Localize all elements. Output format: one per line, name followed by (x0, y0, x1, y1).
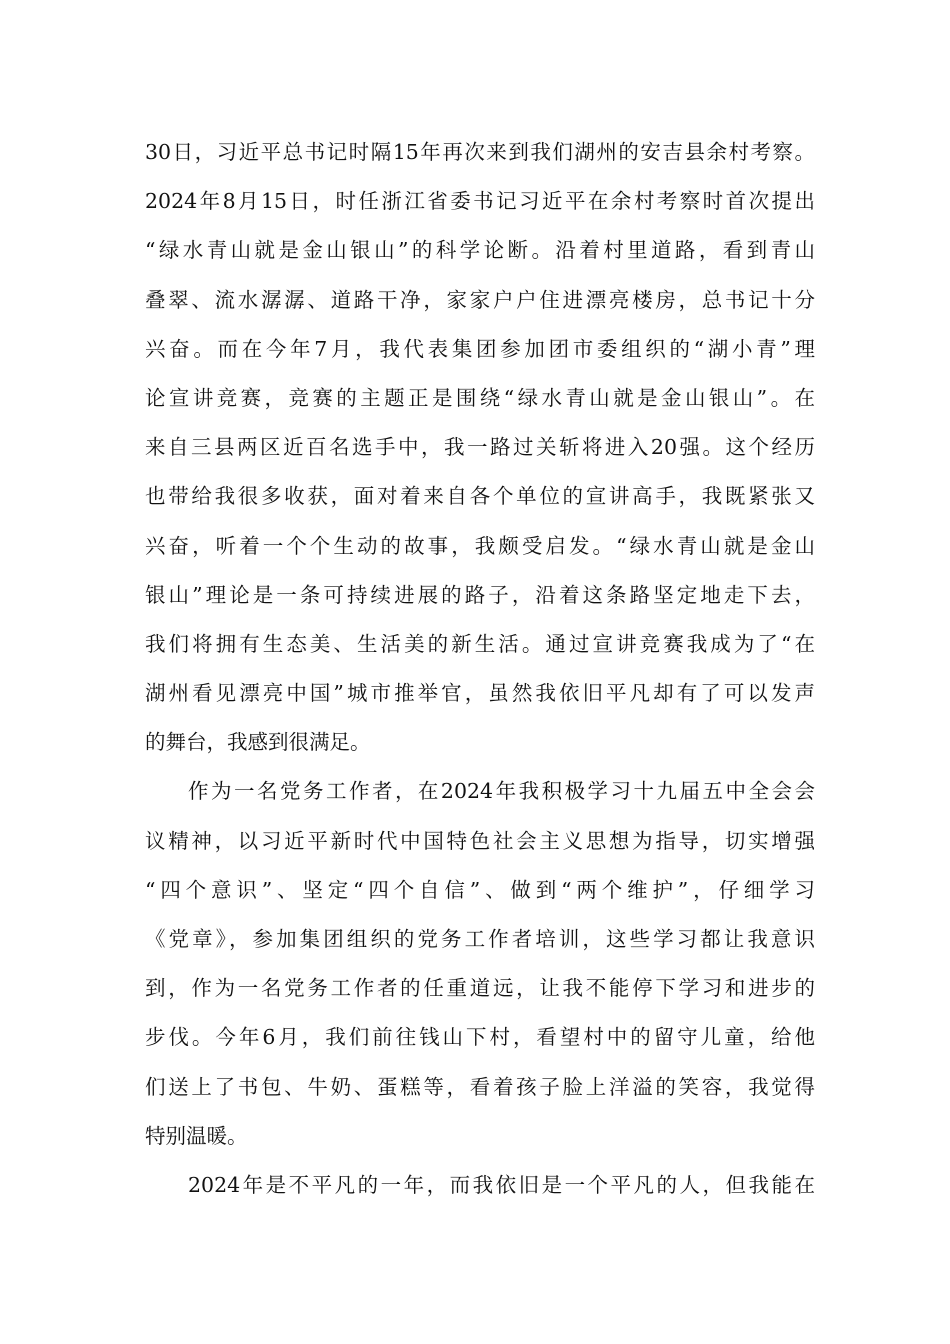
text-line: 我们将拥有生态美、生活美的新生活。通过宣讲竞赛我成为了“在 (145, 631, 815, 656)
text-line: 《党章》，参加集团组织的党务工作者培训，这些学习都让我意识 (145, 927, 815, 951)
paragraph-1 (145, 128, 815, 767)
text-line: 兴奋。而在今年7月，我代表集团参加团市委组织的“湖小青”理 (145, 336, 815, 361)
document-body (145, 128, 815, 1210)
text-line: 来自三县两区近百名选手中，我一路过关斩将进入20强。这个经历 (145, 435, 815, 460)
text-line: 2024年是不平凡的一年，而我依旧是一个平凡的人，但我能在 (188, 1172, 815, 1197)
text-line: 议精神，以习近平新时代中国特色社会主义思想为指导，切实增强 (145, 828, 815, 853)
text-line: 湖州看见漂亮中国”城市推举官，虽然我依旧平凡却有了可以发声 (145, 681, 815, 706)
text-line: 30日，习近平总书记时隔15年再次来到我们湖州的安吉县余村考察。 (145, 140, 815, 164)
text-line: 步伐。今年6月，我们前往钱山下村，看望村中的留守儿童，给他 (145, 1025, 815, 1050)
paragraph-2 (145, 767, 815, 1161)
text-line: 特别温暖。 (145, 1123, 248, 1148)
text-line: 的舞台，我感到很满足。 (145, 730, 371, 755)
text-line: 兴奋，听着一个个生动的故事，我颇受启发。“绿水青山就是金山 (145, 533, 815, 558)
text-line: “绿水青山就是金山银山”的科学论断。沿着村里道路，看到青山 (145, 238, 815, 263)
text-line: 到，作为一名党务工作者的任重道远，让我不能停下学习和进步的 (145, 976, 815, 1001)
text-line: 2024年8月15日，时任浙江省委书记习近平在余村考察时首次提出 (145, 189, 815, 214)
text-line: 作为一名党务工作者，在2024年我积极学习十九届五中全会会 (188, 779, 815, 804)
text-line: 银山”理论是一条可持续进展的路子，沿着这条路坚定地走下去， (145, 582, 815, 607)
text-line: 们送上了书包、牛奶、蛋糕等，看着孩子脸上洋溢的笑容，我觉得 (145, 1074, 815, 1099)
text-line: 叠翠、流水潺潺、道路干净，家家户户住进漂亮楼房，总书记十分 (145, 287, 815, 312)
text-line: 论宣讲竞赛，竞赛的主题正是围绕“绿水青山就是金山银山”。在 (145, 385, 815, 410)
text-line: 也带给我很多收获，面对着来自各个单位的宣讲高手，我既紧张又 (145, 484, 815, 509)
paragraph-3 (145, 1161, 815, 1210)
text-line: “四个意识”、坚定“四个自信”、做到“两个维护”，仔细学习 (145, 877, 815, 902)
